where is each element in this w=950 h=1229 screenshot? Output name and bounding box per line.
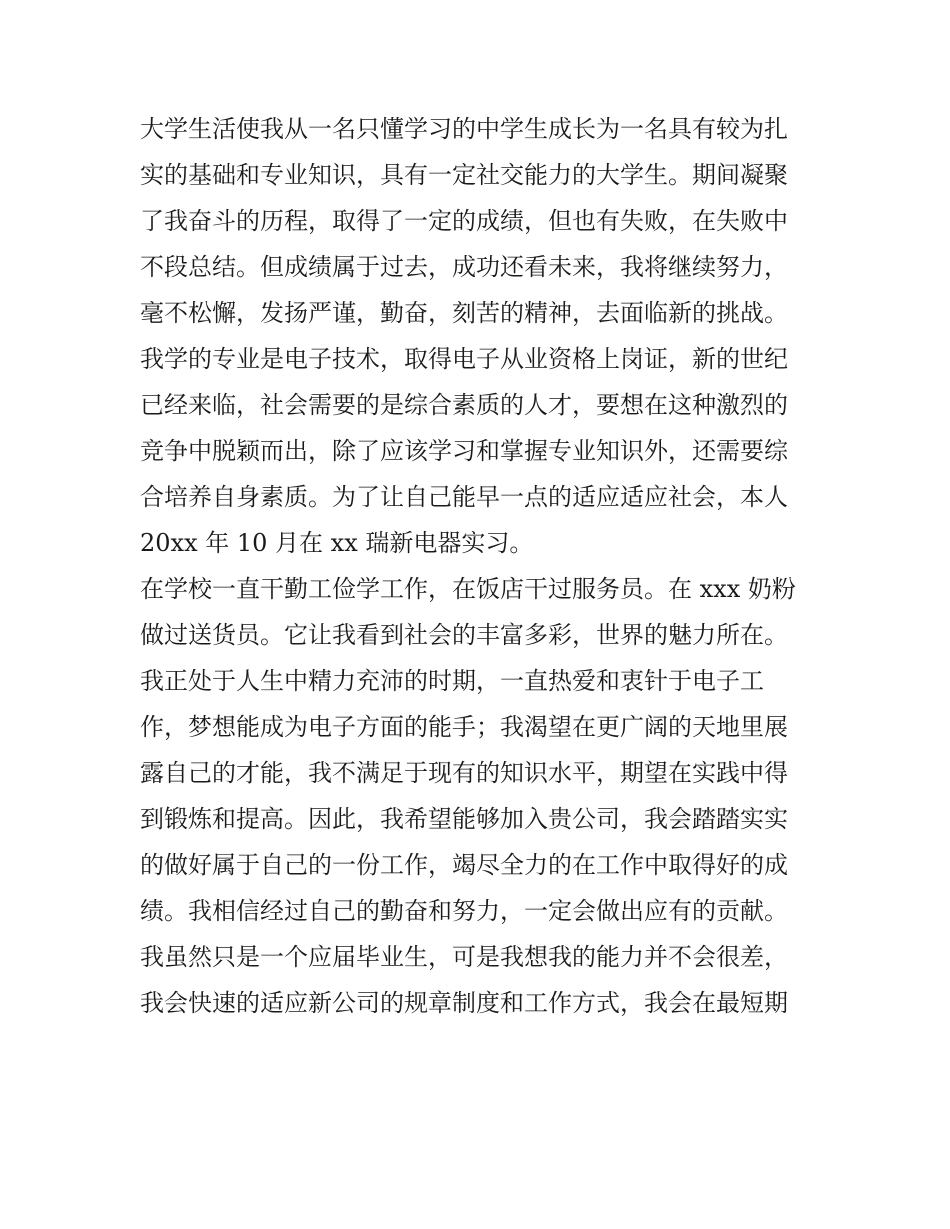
text-line-7: 已经来临，社会需要的是综合素质的人才，要想在这种激烈的	[140, 391, 788, 419]
text-line-13: 我正处于人生中精力充沛的时期，一直热爱和衷针于电子工	[140, 667, 764, 695]
text-line-15: 露自己的才能，我不满足于现有的知识水平，期望在实践中得	[140, 759, 788, 787]
text-line-18: 绩。我相信经过自己的勤奋和努力，一定会做出应有的贡献。	[140, 897, 788, 925]
text-line-6: 我学的专业是电子技术，取得电子从业资格上岗证，新的世纪	[140, 345, 788, 373]
text-line-9: 合培养自身素质。为了让自己能早一点的适应适应社会，本人	[140, 483, 788, 511]
text-line-2: 实的基础和专业知识，具有一定社交能力的大学生。期间凝聚	[140, 161, 788, 189]
text-line-16: 到锻炼和提高。因此，我希望能够加入贵公司，我会踏踏实实	[140, 805, 788, 833]
body-text	[140, 106, 820, 1026]
text-line-3: 了我奋斗的历程，取得了一定的成绩，但也有失败，在失败中	[140, 207, 788, 235]
text-line-19: 我虽然只是一个应届毕业生，可是我想我的能力并不会很差，	[140, 943, 788, 971]
text-line-5: 毫不松懈，发扬严谨，勤奋，刻苦的精神，去面临新的挑战。	[140, 299, 788, 327]
text-line-12: 做过送货员。它让我看到社会的丰富多彩，世界的魅力所在。	[140, 621, 788, 649]
text-line-4: 不段总结。但成绩属于过去，成功还看未来，我将继续努力，	[140, 253, 788, 281]
text-line-8: 竞争中脱颖而出，除了应该学习和掌握专业知识外，还需要综	[140, 437, 788, 465]
text-line-17: 的做好属于自己的一份工作，竭尽全力的在工作中取得好的成	[140, 851, 788, 879]
text-line-1: 大学生活使我从一名只懂学习的中学生成长为一名具有较为扎	[140, 115, 788, 143]
text-line-10: 20xx 年 10 月在 xx 瑞新电器实习。	[140, 529, 534, 557]
text-line-20: 我会快速的适应新公司的规章制度和工作方式，我会在最短期	[140, 989, 788, 1017]
text-line-14: 作，梦想能成为电子方面的能手；我渴望在更广阔的天地里展	[140, 713, 788, 741]
text-line-11: 在学校一直干勤工俭学工作，在饭店干过服务员。在 xxx 奶粉	[140, 575, 796, 603]
